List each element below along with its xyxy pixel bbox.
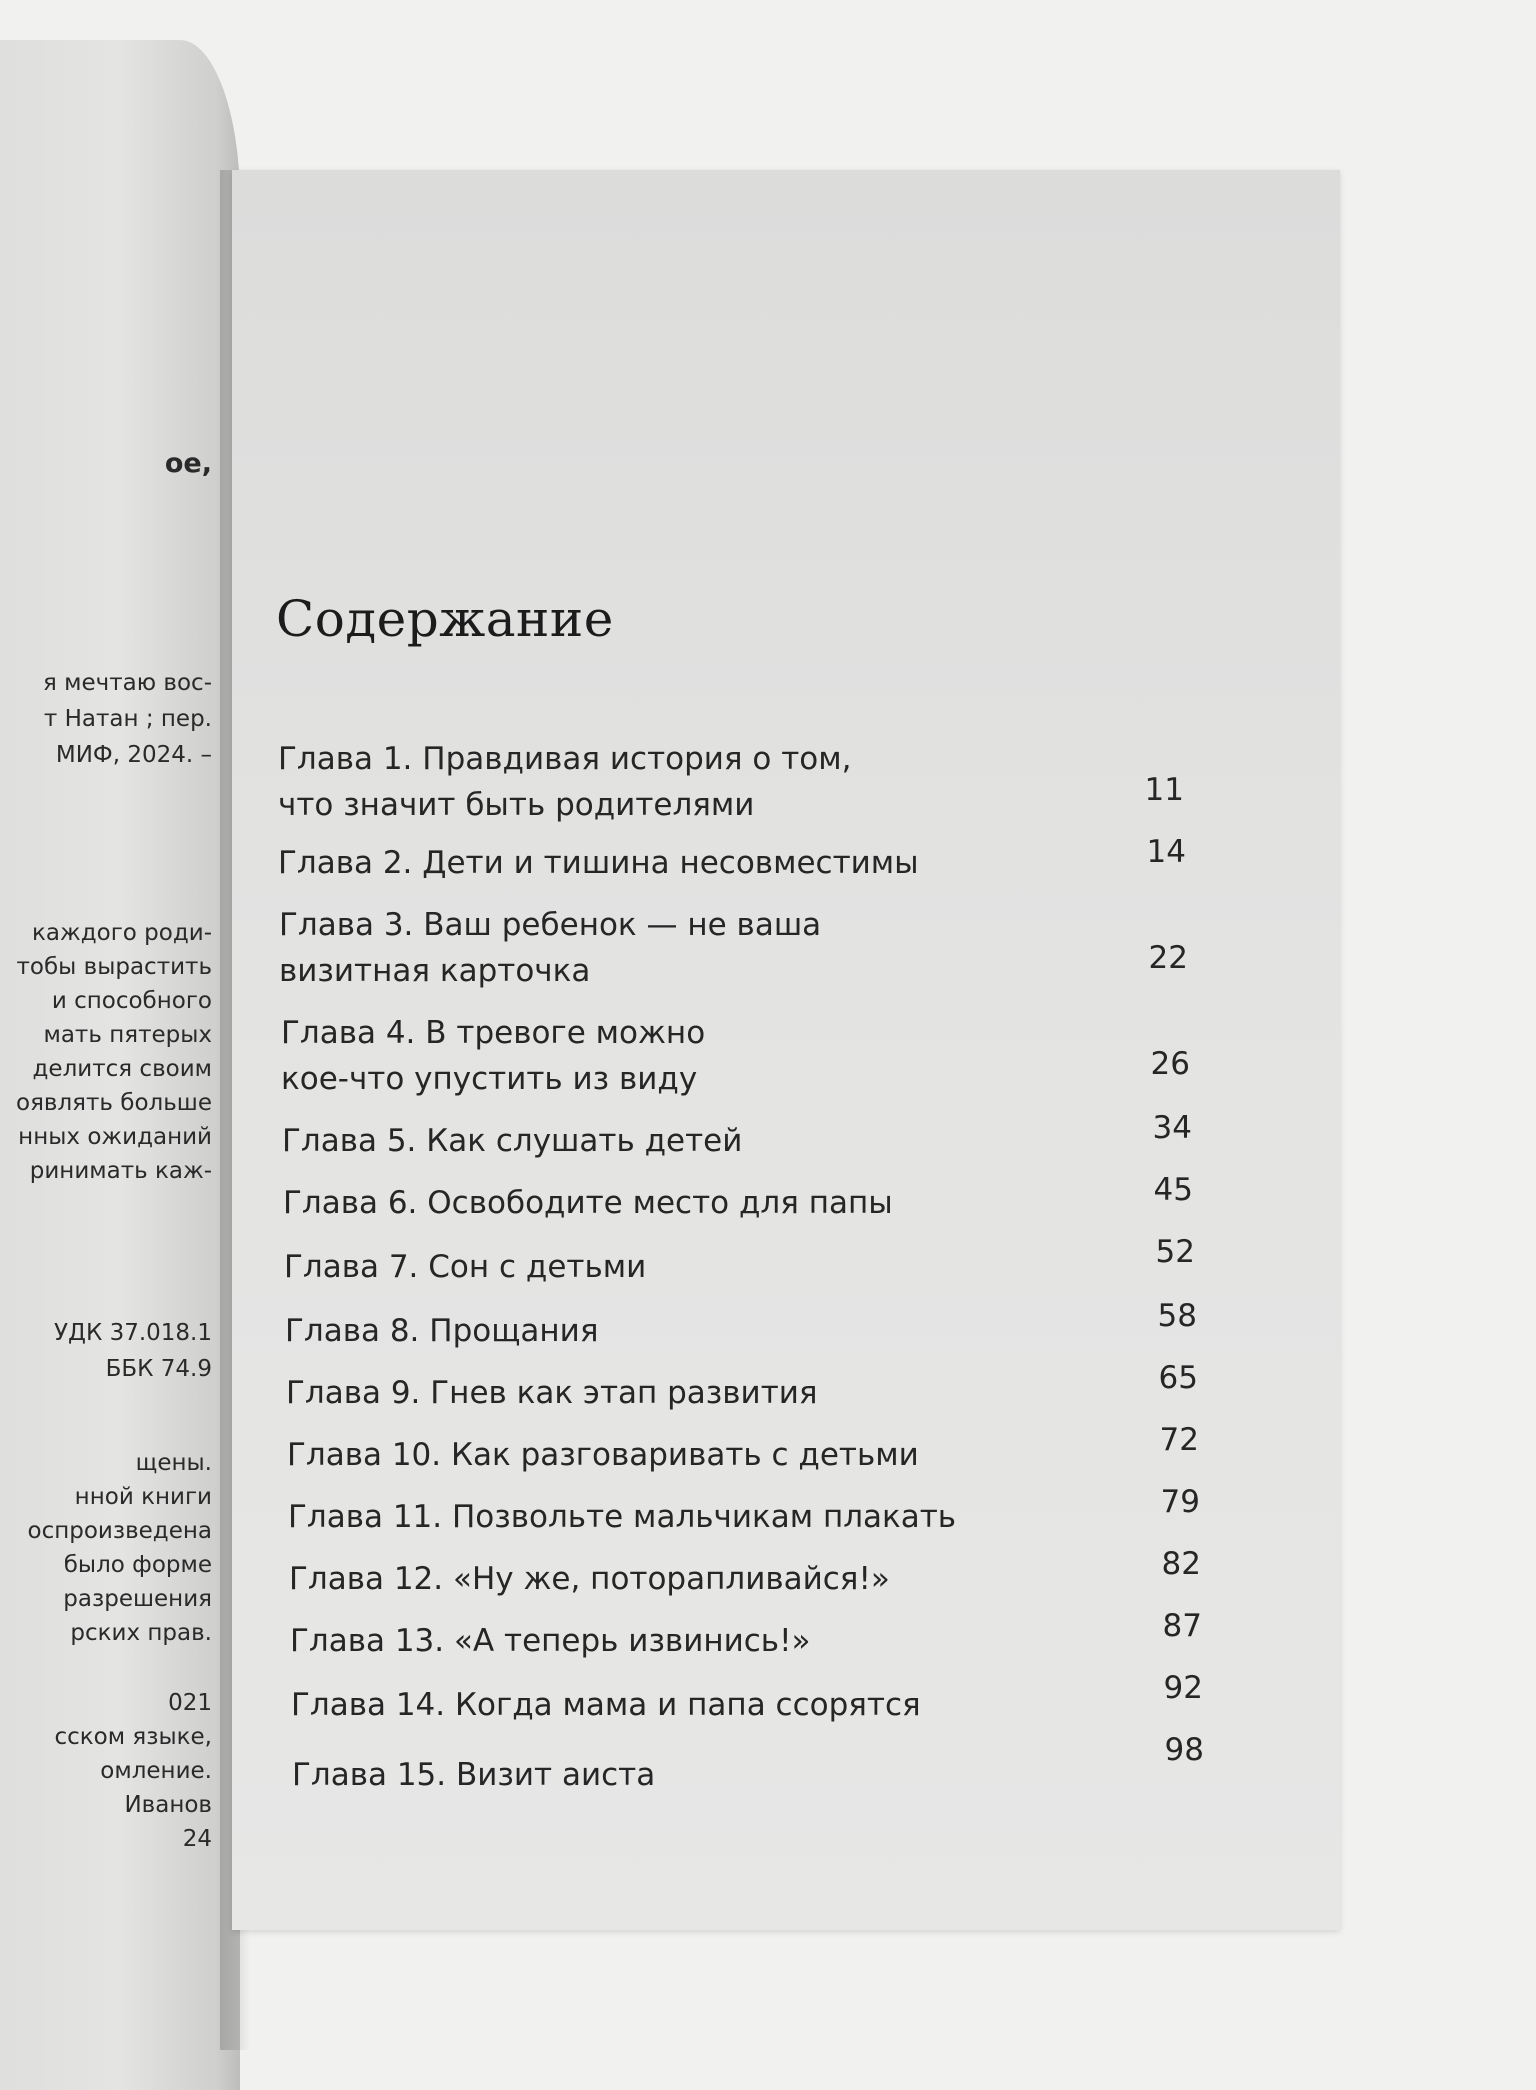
toc-entry xyxy=(288,1494,956,1540)
toc-entry-line: Глава 5. Как слушать детей xyxy=(282,1123,743,1159)
toc-entry xyxy=(287,1432,919,1478)
toc-entry-line: Глава 10. Как разговаривать с детьми xyxy=(287,1437,919,1473)
toc-entry-line: Глава 12. «Ну же, поторапливайся!» xyxy=(289,1561,890,1597)
left-page-line: разрешения xyxy=(63,1586,212,1612)
toc-entry xyxy=(292,1752,655,1798)
left-page-line: ринимать каж- xyxy=(29,1158,212,1184)
left-page-line: ое, xyxy=(164,448,212,479)
left-page-line: тобы вырастить xyxy=(16,954,212,980)
toc-entry-line: Глава 6. Освободите место для папы xyxy=(283,1185,893,1221)
toc-page-number: 65 xyxy=(1158,1360,1198,1396)
left-page-line: и способного xyxy=(51,988,212,1014)
toc-page-number: 87 xyxy=(1162,1608,1202,1644)
left-page-line: сском языке, xyxy=(54,1724,212,1750)
toc-entry xyxy=(283,1180,893,1226)
toc-entry-line: Глава 11. Позвольте мальчикам плакать xyxy=(288,1499,957,1535)
left-page-line: 24 xyxy=(182,1826,212,1852)
toc-page-number: 34 xyxy=(1152,1110,1192,1146)
toc-page-number: 79 xyxy=(1160,1484,1200,1520)
left-page-line: 021 xyxy=(168,1690,212,1716)
toc-entry-line: Глава 4. В тревоге можно xyxy=(281,1015,706,1051)
toc-page-number: 45 xyxy=(1153,1172,1193,1208)
toc-page-number: 14 xyxy=(1146,834,1186,870)
toc-entry xyxy=(282,1118,742,1164)
toc-page-number: 82 xyxy=(1161,1546,1201,1582)
toc-entry-line: Глава 9. Гнев как этап развития xyxy=(286,1375,818,1411)
left-page-line: было форме xyxy=(63,1552,212,1578)
toc-entry-line: Глава 7. Сон с детьми xyxy=(284,1249,647,1285)
toc-page-number: 52 xyxy=(1155,1234,1195,1270)
left-page-line: оспроизведена xyxy=(27,1518,212,1544)
left-page-line: Иванов xyxy=(124,1792,212,1818)
toc-entry xyxy=(291,1682,921,1728)
toc-page-number: 22 xyxy=(1148,940,1188,976)
toc-page-number: 26 xyxy=(1150,1046,1190,1082)
toc-entry xyxy=(279,902,821,994)
toc-entry xyxy=(286,1370,818,1416)
toc-entry xyxy=(285,1308,598,1354)
toc-entry-line: Глава 2. Дети и тишина несовместимы xyxy=(278,845,919,881)
toc-page-number: 98 xyxy=(1164,1732,1204,1768)
toc-entry-line: Глава 8. Прощания xyxy=(285,1313,599,1349)
left-page-line: щены. xyxy=(135,1450,212,1476)
toc-page-number: 72 xyxy=(1159,1422,1199,1458)
toc-entry-line: что значит быть родителями xyxy=(278,787,755,823)
toc-entry-line: Глава 1. Правдивая история о том, xyxy=(278,741,852,777)
toc-entry xyxy=(281,1010,705,1102)
toc-entry-line: Глава 3. Ваш ребенок — не ваша xyxy=(279,907,822,943)
toc-entry-line: Глава 14. Когда мама и папа ссорятся xyxy=(291,1687,921,1723)
toc-entry-line: Глава 15. Визит аиста xyxy=(292,1757,656,1793)
toc-page-number: 11 xyxy=(1144,772,1184,808)
toc-entry xyxy=(284,1244,646,1290)
toc-page-number: 58 xyxy=(1157,1298,1197,1334)
left-page-line: мать пятерых xyxy=(43,1022,212,1048)
toc-entry-line: кое-что упустить из виду xyxy=(281,1061,698,1097)
toc-entry xyxy=(278,840,919,886)
left-page-line: ББК 74.9 xyxy=(105,1356,212,1382)
toc-title: Содержание xyxy=(276,590,614,648)
toc-entry-line: визитная карточка xyxy=(279,953,591,989)
left-page-line: я мечтаю вос- xyxy=(43,670,212,696)
left-page-line: нных ожиданий xyxy=(18,1124,212,1150)
toc-page-number: 92 xyxy=(1163,1670,1203,1706)
left-page-line: МИФ, 2024. – xyxy=(55,742,212,768)
left-page-line: нной книги xyxy=(74,1484,212,1510)
toc-entry xyxy=(290,1618,810,1664)
left-page-line: УДК 37.018.1 xyxy=(53,1320,212,1346)
left-page-line: оявлять больше xyxy=(16,1090,212,1116)
toc-entry-line: Глава 13. «А теперь извинись!» xyxy=(290,1623,811,1659)
toc-entry xyxy=(278,736,852,828)
toc-entry xyxy=(289,1556,890,1602)
left-page-line: омление. xyxy=(100,1758,212,1784)
left-page xyxy=(0,40,240,2090)
left-page-line: делится своим xyxy=(32,1056,212,1082)
left-page-line: каждого роди- xyxy=(32,920,212,946)
left-page-line: т Натан ; пер. xyxy=(43,706,212,732)
left-page-line: рских прав. xyxy=(70,1620,212,1646)
